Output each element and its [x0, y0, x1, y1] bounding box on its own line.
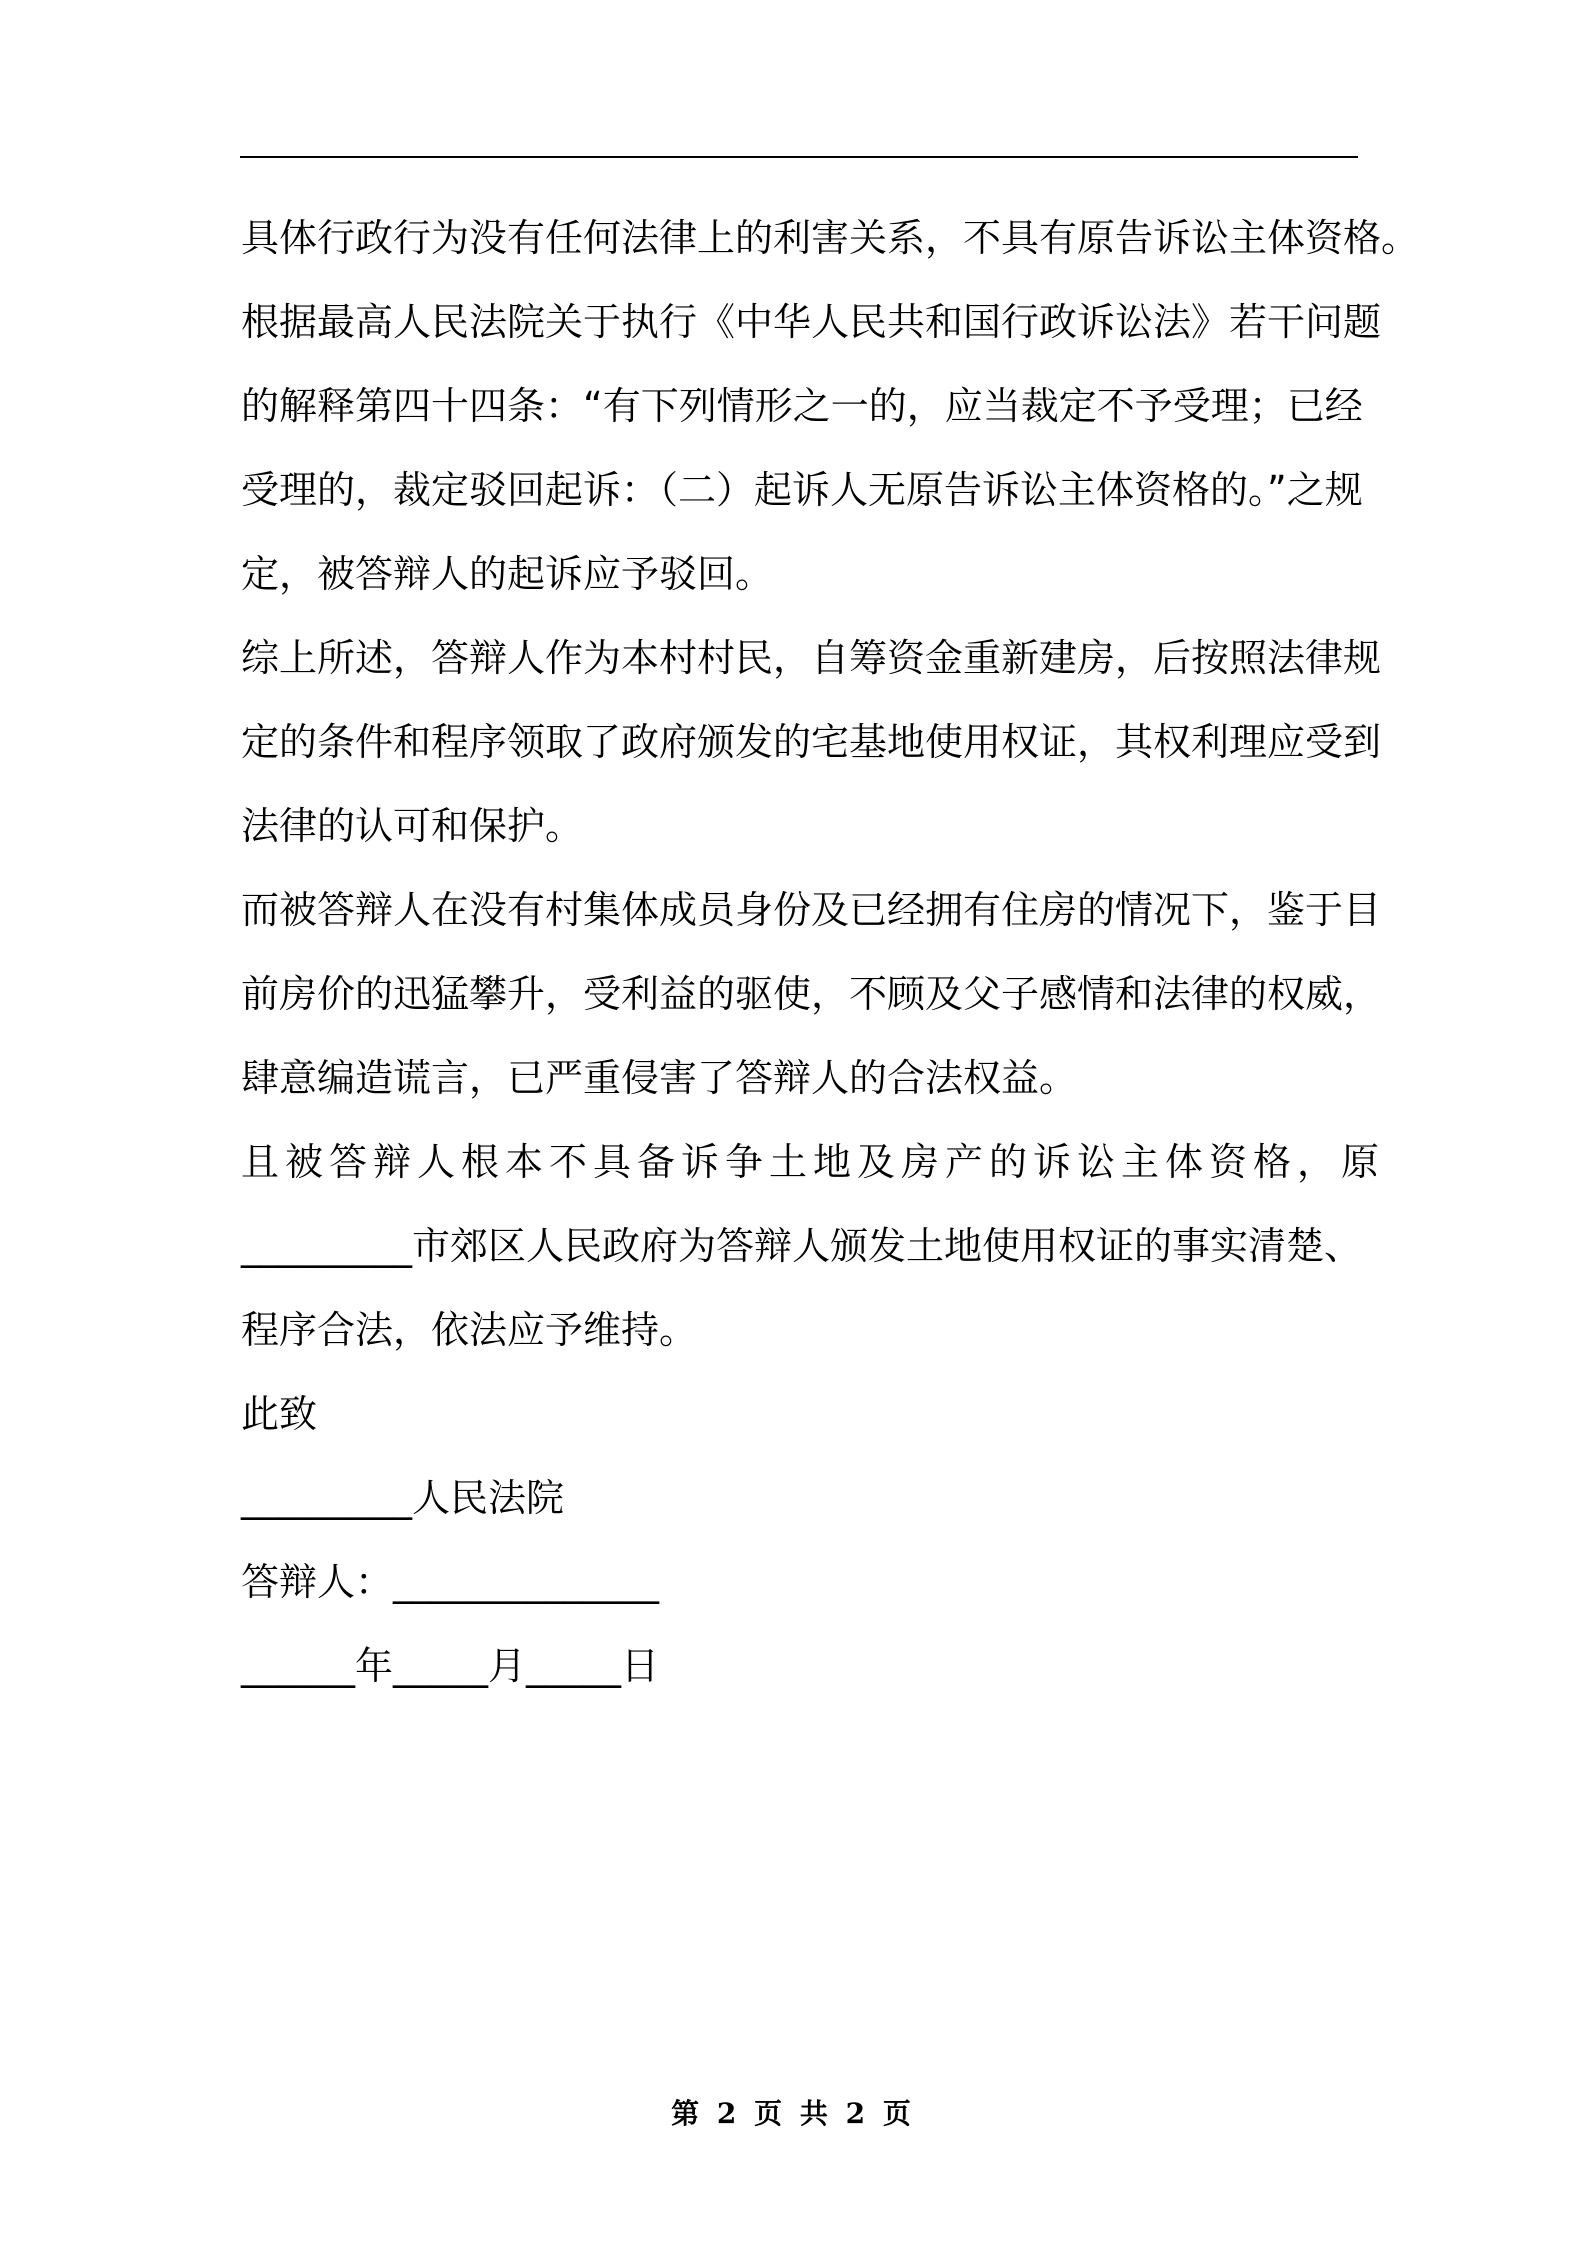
paragraph-line: 综上所述，答辩人作为本村村民，自筹资金重新建房，后按照法律规 [241, 636, 1382, 680]
paragraph-line: _________市郊区人民政府为答辩人颁发土地使用权证的事实清楚、 [241, 1224, 1363, 1268]
page-number: 第 2 页 共 2 页 [671, 2097, 915, 2130]
paragraph-line: 法律的认可和保护。 [241, 804, 584, 848]
paragraph-line: 肆意编造谎言，已严重侵害了答辩人的合法权益。 [241, 1056, 1078, 1100]
header-rule [240, 156, 1358, 158]
paragraph-line: 定的条件和程序领取了政府颁发的宅基地使用权证，其权利理应受到 [241, 720, 1382, 764]
document-body [241, 196, 1420, 1708]
respondent-signature-field: 答辩人：______________ [241, 1560, 660, 1604]
paragraph-line: 前房价的迅猛攀升，受利益的驱使，不顾及父子感情和法律的权威， [241, 972, 1382, 1016]
paragraph-line: 而被答辩人在没有村集体成员身份及已经拥有住房的情况下，鉴于目 [241, 888, 1382, 932]
paragraph-line: 根据最高人民法院关于执行《中华人民共和国行政诉讼法》若干问题 [241, 300, 1382, 344]
date-field: ______年_____月_____日 [241, 1644, 660, 1688]
paragraph-line: 具体行政行为没有任何法律上的利害关系，不具有原告诉讼主体资格。 [241, 216, 1420, 260]
paragraph-line: 受理的，裁定驳回起诉：（二）起诉人无原告诉讼主体资格的。”之规 [241, 468, 1363, 512]
paragraph-line: 定，被答辩人的起诉应予驳回。 [241, 552, 774, 596]
paragraph-line: 程序合法，依法应予维持。 [241, 1308, 698, 1352]
paragraph-line: 的解释第四十四条：“有下列情形之一的，应当裁定不予受理；已经 [241, 384, 1363, 428]
paragraph-line: 且被答辩人根本不具备诉争土地及房产的诉讼主体资格，原 [241, 1140, 1386, 1184]
court-addressee: _________人民法院 [241, 1476, 565, 1520]
salutation: 此致 [241, 1392, 318, 1436]
